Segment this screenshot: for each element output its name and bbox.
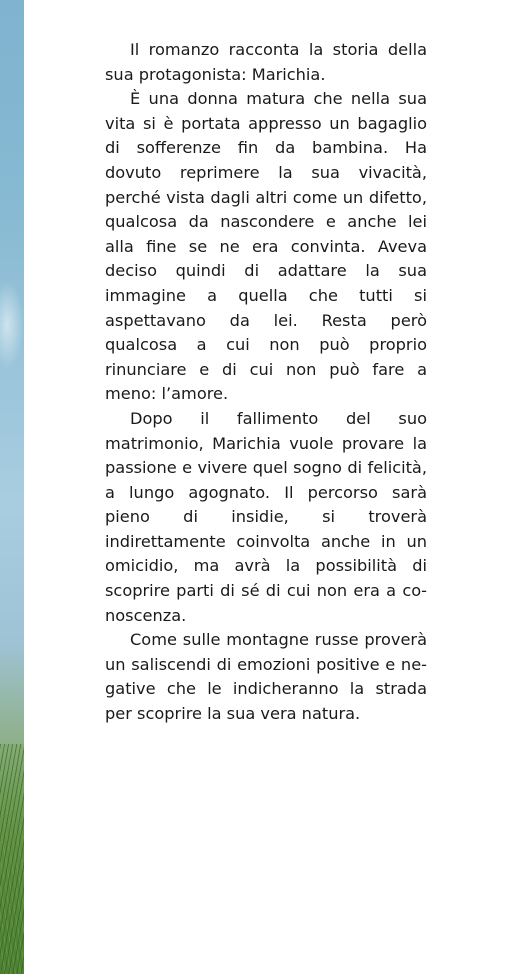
paragraph-intro: Il romanzo racconta la storia della sua protagonista: Marichia. — [105, 40, 427, 84]
sky-haze — [0, 280, 24, 370]
paragraph-conclusion: Come sulle montagne russe proverà un saliscendi di emozioni positive e negative che le indicheranno la strada per scoprire la sua vera natura. — [105, 630, 427, 724]
synopsis-text — [105, 38, 427, 727]
grass-strip — [0, 744, 24, 974]
paragraph-plot: Dopo il fallimento del suo matrimonio, Marichia vuole provare la passione e vivere quel sogno di felicità, a lungo agognato. Il percorso sarà pieno di insidie, si troverà indirettamente coinvolta anche in un omicidio, ma avrà la possibilità di scoprire parti di sé di cui non era a conoscenza. — [105, 408, 427, 625]
cover-edge-illustration — [0, 0, 24, 974]
paragraph-character: È una donna matura che nella sua vita si è portata appresso un bagaglio di sofferenze fin da bambina. Ha dovuto reprimere la sua vivacità, perché vista dagli altri come un difetto, qualcosa da nascondere e anche lei alla fine se ne era convinta. Aveva deciso quindi di adattare la sua immagine a quella che tutti si aspettavano da lei. Resta però qualcosa a cui non può proprio rinunciare e di cui non può fare a meno: l’amore. — [105, 89, 427, 404]
